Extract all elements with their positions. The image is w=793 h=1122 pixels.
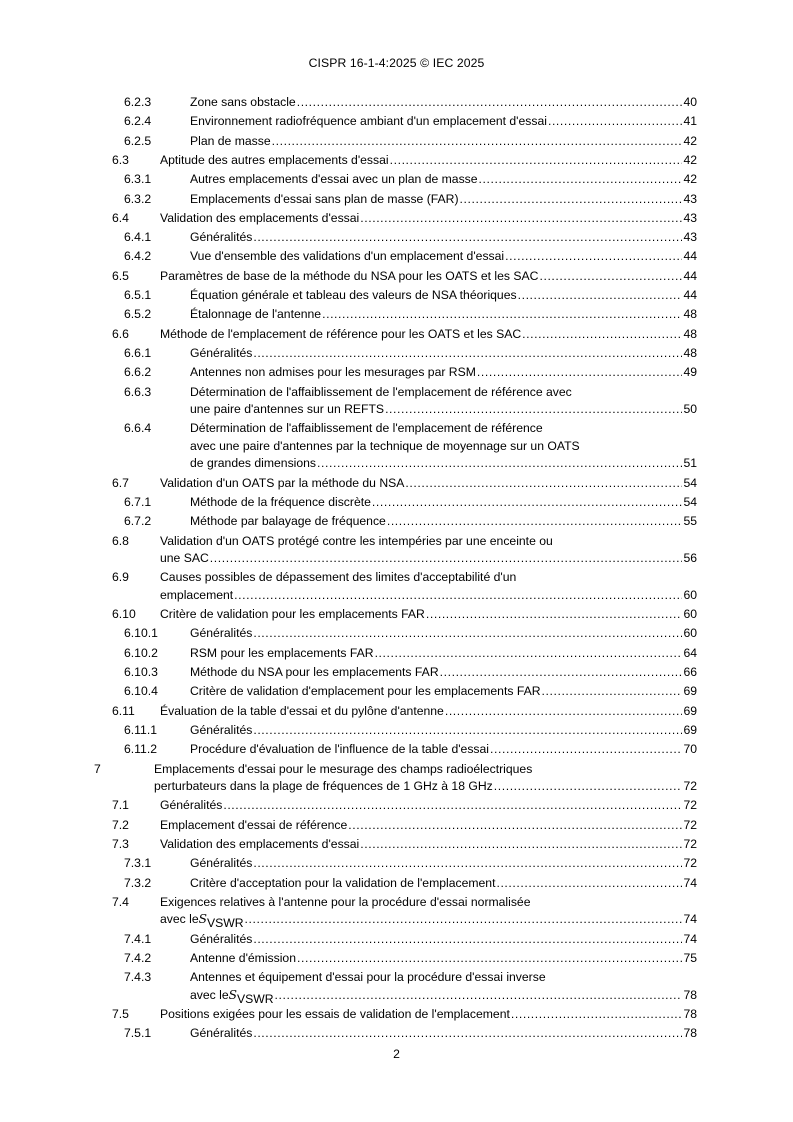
toc-entry-title: Étalonnage de l'antenne	[190, 307, 322, 322]
toc-entry-title: Paramètres de base de la méthode du NSA pour les OATS et les SAC	[160, 268, 539, 283]
toc-entry-body	[160, 606, 697, 624]
dot-leader	[253, 855, 682, 873]
toc-entry-number: 6.6.2	[124, 365, 152, 380]
toc-page-number: 72	[683, 798, 697, 813]
toc-entry-body	[190, 248, 697, 266]
toc-entry-number: 6.4	[112, 210, 129, 225]
toc-page-number: 66	[683, 665, 697, 679]
toc-entry-title: Validation d'un OATS par la méthode du NSA	[160, 475, 405, 490]
toc-page-number: 48	[683, 307, 697, 322]
dot-leader	[496, 875, 682, 893]
toc-entry-number: 6.8	[112, 533, 129, 548]
toc-entry-title: une SAC	[160, 551, 209, 565]
dot-leader	[445, 703, 682, 721]
toc-entry-body	[190, 420, 697, 473]
toc-page-number: 43	[683, 191, 697, 206]
dot-leader	[360, 210, 682, 228]
toc-entry-title: avec une paire d'antennes par la technique de moyennage sur un OATS	[190, 438, 580, 453]
toc-entry-body	[160, 797, 697, 815]
toc-page-number: 60	[683, 626, 697, 641]
dot-leader	[322, 306, 682, 324]
toc-entry-number: 6.2.5	[124, 133, 152, 148]
dot-leader	[253, 1025, 682, 1043]
toc-entry-title: Généralités	[160, 798, 223, 813]
dot-leader	[511, 1006, 682, 1024]
dot-leader	[460, 191, 682, 209]
toc-entry-body	[190, 664, 697, 682]
toc-entry-body	[160, 836, 697, 854]
dot-leader	[479, 171, 682, 189]
toc-entry-title: Généralités	[190, 856, 253, 871]
dot-leader	[426, 606, 682, 624]
toc-entry-title: avec le	[160, 912, 199, 927]
toc-page-number: 55	[683, 514, 697, 529]
toc-entry-title: Aptitude des autres emplacements d'essai	[160, 152, 389, 167]
running-header: CISPR 16-1-4:2025 © IEC 2025	[308, 56, 485, 70]
toc-entry-number: 6.10.2	[124, 645, 158, 660]
toc-page-number: 42	[683, 172, 697, 187]
toc-entry-body	[160, 326, 697, 344]
toc-entry-title: Généralités	[190, 931, 253, 946]
toc-page-number: 72	[683, 836, 697, 851]
toc-entry-title: Généralités	[190, 230, 253, 245]
toc-entry-number: 6.7	[112, 475, 129, 490]
toc-entry-number: 6.3.1	[124, 172, 152, 187]
toc-page-number: 78	[683, 987, 697, 1002]
toc-entry-body	[190, 345, 697, 363]
toc-entry-title: Zone sans obstacle	[190, 95, 296, 109]
toc-entry-number: 6.3.2	[124, 191, 152, 206]
toc-entry-title: Critère d'acceptation pour la validation de l'emplacement	[190, 875, 496, 890]
toc-entry-number: 6.9	[112, 570, 129, 585]
toc-entry-body	[190, 287, 697, 305]
toc-page-number: 48	[683, 345, 697, 360]
toc-page-number: 64	[683, 645, 697, 660]
toc-entry-number: 6.10.1	[124, 626, 158, 641]
toc-entry-number: 7.4.3	[124, 970, 152, 985]
toc-entry-number: 7.4.2	[124, 950, 152, 965]
toc-entry-title: Emplacement d'essai de référence	[160, 817, 348, 832]
toc-entry-number: 7	[94, 761, 101, 776]
dot-leader	[275, 987, 682, 1005]
toc-entry-body	[190, 931, 697, 949]
symbol-s-vswr: $S_{VSWR}$	[228, 987, 274, 1006]
toc-entry-number: 6.10.4	[124, 684, 158, 699]
toc-entry-body	[160, 1006, 697, 1024]
toc-entry-number: 7.3.2	[124, 875, 152, 890]
toc-entry-title: Critère de validation d'emplacement pour les emplacements FAR	[190, 684, 541, 699]
toc-entry-title: Méthode de l'emplacement de référence pour les OATS et les SAC	[160, 326, 522, 341]
toc-page-number: 78	[683, 1007, 697, 1021]
toc-entry-number: 6.6.3	[124, 384, 152, 399]
toc-entry-title: Méthode du NSA pour les emplacements FAR	[190, 665, 439, 679]
toc-entry-number: 6.5	[112, 268, 129, 283]
dot-leader	[253, 931, 682, 949]
dot-leader	[253, 625, 682, 643]
toc-entry-body	[160, 475, 697, 493]
toc-entry-title: Évaluation de la table d'essai et du pylône d'antenne	[160, 703, 444, 718]
toc-page-number: 69	[683, 684, 697, 699]
toc-page-number: 54	[683, 494, 697, 509]
toc-page-number: 74	[683, 931, 697, 946]
toc-entry-title: Équation générale et tableau des valeurs de NSA théoriques	[190, 288, 517, 302]
toc-entry-title: Autres emplacements d'essai avec un plan de masse	[190, 172, 478, 187]
toc-entry-body	[154, 761, 697, 796]
toc-entry-body	[190, 306, 697, 324]
dot-leader	[360, 836, 682, 854]
toc-entry-number: 7.3	[112, 836, 129, 851]
toc-entry-body	[190, 364, 697, 382]
dot-leader	[317, 455, 682, 473]
toc-entry-body	[190, 855, 697, 873]
toc-page-number: 72	[683, 779, 697, 793]
toc-entry-title: une paire d'antennes sur un REFTS	[190, 402, 385, 416]
toc-entry-number: 7.1	[112, 798, 129, 813]
toc-page-number: 49	[683, 365, 697, 380]
toc-entry-body	[190, 229, 697, 247]
toc-entry-title: Validation des emplacements d'essai	[160, 836, 360, 851]
dot-leader	[440, 664, 682, 682]
toc-page-number: 43	[683, 230, 697, 245]
toc-entry-body	[190, 625, 697, 643]
toc-entry-title: Procédure d'évaluation de l'influence de la table d'essai	[190, 742, 490, 757]
toc-entry-title: emplacement	[160, 587, 234, 602]
toc-entry-number: 6.5.1	[124, 288, 152, 302]
toc-entry-body	[190, 513, 697, 531]
toc-page-number: 75	[683, 950, 697, 965]
toc-entry-title: Généralités	[190, 1026, 253, 1041]
toc-entry-body	[190, 875, 697, 893]
toc-entry-body	[190, 494, 697, 512]
dot-leader	[375, 645, 682, 663]
toc-entry-title: RSM pour les emplacements FAR	[190, 645, 374, 660]
toc-entry-number: 6.4.2	[124, 249, 152, 264]
dot-leader	[253, 229, 682, 247]
toc-page-number: 42	[683, 133, 697, 148]
toc-entry-number: 6.4.1	[124, 230, 152, 245]
dot-leader	[297, 950, 682, 968]
dot-leader	[385, 401, 682, 419]
toc-entry-title: Critère de validation pour les emplacements FAR	[160, 607, 425, 622]
dot-leader	[505, 248, 682, 266]
dot-leader	[539, 268, 682, 286]
toc-page-number: 42	[683, 152, 697, 167]
toc-page-number: 44	[683, 268, 697, 283]
toc-entry-title: Causes possibles de dépassement des limites d'acceptabilité d'un	[160, 570, 517, 585]
toc-entry-number: 6.3	[112, 152, 129, 167]
toc-entry-title: avec le	[190, 987, 229, 1002]
toc-entry-number: 6.5.2	[124, 307, 152, 322]
toc-entry-number: 6.6.1	[124, 345, 152, 360]
toc-page-number: 69	[683, 703, 697, 718]
toc-entry-title: Positions exigées pour les essais de validation de l'emplacement	[160, 1007, 510, 1021]
toc-page-number: 78	[683, 1026, 697, 1041]
toc-entry-body	[190, 384, 697, 419]
toc-entry-title: perturbateurs dans la plage de fréquences de 1 GHz à 18 GHz	[154, 779, 493, 793]
toc-entry-body	[160, 268, 697, 286]
toc-entry-number: 7.4	[112, 894, 129, 909]
toc-entry-number: 6.6.4	[124, 421, 152, 436]
dot-leader	[223, 797, 682, 815]
page-number: 2	[393, 1047, 400, 1061]
toc-entry-body	[190, 741, 697, 759]
toc-entry-title: Validation d'un OATS protégé contre les intempéries par une enceinte ou	[160, 533, 553, 548]
toc-entry-body	[190, 722, 697, 740]
dot-leader	[405, 475, 682, 493]
toc-entry-number: 7.4.1	[124, 931, 152, 946]
toc-entry-body	[160, 210, 697, 228]
dot-leader	[477, 364, 682, 382]
toc-entry-body	[160, 703, 697, 721]
toc-entry-number: 6.2.4	[124, 114, 152, 129]
toc-entry-number: 6.11	[112, 703, 135, 718]
toc-entry-title: Environnement radiofréquence ambiant d'un emplacement d'essai	[190, 114, 547, 129]
toc-entry-number: 6.7.2	[124, 514, 152, 529]
toc-page-number: 72	[683, 856, 697, 871]
toc-entry-number: 6.10	[112, 607, 136, 622]
dot-leader	[348, 817, 682, 835]
toc-page-number: 74	[683, 875, 697, 890]
toc-entry-body	[160, 152, 697, 170]
toc-page-number: 43	[683, 210, 697, 225]
dot-leader	[522, 326, 682, 344]
toc-entry-title: Généralités	[190, 345, 253, 360]
dot-leader	[372, 494, 682, 512]
dot-leader	[518, 287, 682, 305]
toc-entry-title: Détermination de l'affaiblissement de l'emplacement de référence avec	[190, 384, 572, 399]
toc-entry-body	[190, 191, 697, 209]
toc-entry-number: 6.2.3	[124, 95, 152, 109]
toc-entry-number: 6.11.2	[124, 742, 157, 757]
toc-entry-body	[190, 1025, 697, 1043]
toc-entry-number: 7.5	[112, 1007, 129, 1021]
toc-entry-number: 7.2	[112, 817, 129, 832]
symbol-s-vswr: $S_{VSWR}$	[198, 912, 244, 931]
toc-page-number: 44	[683, 288, 697, 302]
toc-entry-title: Vue d'ensemble des validations d'un emplacement d'essai	[190, 249, 505, 264]
dot-leader	[272, 133, 682, 151]
toc-page-number: 41	[683, 114, 697, 129]
toc-entry-body	[190, 645, 697, 663]
dot-leader	[253, 722, 682, 740]
toc-page-number: 72	[683, 817, 697, 832]
toc-page-number: 44	[683, 249, 697, 264]
dot-leader	[548, 113, 682, 131]
toc-entry-title: Plan de masse	[190, 133, 271, 148]
toc-entry-title: Méthode par balayage de fréquence	[190, 514, 386, 529]
toc-entry-title: Exigences relatives à l'antenne pour la procédure d'essai normalisée	[160, 894, 531, 909]
dot-leader	[390, 152, 682, 170]
toc-entry-body	[190, 683, 697, 701]
toc-page-number: 70	[683, 742, 697, 757]
toc-entry-title: Emplacements d'essai pour le mesurage des champs radioélectriques	[154, 761, 533, 776]
dot-leader	[245, 911, 682, 929]
dot-leader	[542, 683, 682, 701]
toc-page-number: 69	[683, 722, 697, 737]
dot-leader	[494, 778, 682, 796]
toc-entry-body	[190, 969, 697, 1004]
toc-entry-body	[160, 569, 697, 604]
toc-entry-title: Détermination de l'affaiblissement de l'emplacement de référence	[190, 421, 543, 436]
toc-page-number: 40	[683, 95, 697, 109]
toc-entry-body	[190, 113, 697, 131]
toc-page-number: 56	[683, 551, 697, 565]
dot-leader	[490, 741, 682, 759]
toc-entry-body	[160, 894, 697, 929]
toc-entry-number: 6.7.1	[124, 494, 152, 509]
toc-entry-title: de grandes dimensions	[190, 456, 317, 471]
toc-entry-title: Antenne d'émission	[190, 950, 296, 965]
dot-leader	[253, 345, 682, 363]
toc-entry-title: Antennes non admises pour les mesurages par RSM	[190, 365, 476, 380]
dot-leader	[234, 587, 682, 605]
toc-page-number: 60	[683, 587, 697, 602]
toc-page-number: 50	[683, 402, 697, 416]
dot-leader	[297, 94, 682, 112]
toc-entry-title: Antennes et équipement d'essai pour la procédure d'essai inverse	[190, 970, 546, 985]
toc-entry-number: 6.11.1	[124, 722, 157, 737]
toc-entry-number: 6.10.3	[124, 665, 158, 679]
toc-entry-body	[190, 94, 697, 112]
toc-entry-body	[160, 817, 697, 835]
toc-entry-title: Validation des emplacements d'essai	[160, 210, 360, 225]
toc-entry-body	[190, 950, 697, 968]
toc-entry-title: Généralités	[190, 722, 253, 737]
dot-leader	[210, 550, 682, 568]
toc-entry-number: 6.6	[112, 326, 129, 341]
toc-page-number: 51	[683, 456, 697, 471]
toc-page-number: 74	[683, 912, 697, 927]
toc-entry-number: 7.3.1	[124, 856, 152, 871]
toc-entry-title: Généralités	[190, 626, 253, 641]
toc-entry-title: Méthode de la fréquence discrète	[190, 494, 371, 509]
dot-leader	[387, 513, 682, 531]
toc-entry-body	[160, 533, 697, 568]
toc-entry-number: 7.5.1	[124, 1026, 152, 1041]
toc-page-number: 54	[683, 475, 697, 490]
toc-entry-title: Emplacements d'essai sans plan de masse (FAR)	[190, 191, 459, 206]
toc-page-number: 48	[683, 326, 697, 341]
toc-page-number: 60	[683, 607, 697, 622]
toc-entry-body	[190, 171, 697, 189]
toc-entry-body	[190, 133, 697, 151]
